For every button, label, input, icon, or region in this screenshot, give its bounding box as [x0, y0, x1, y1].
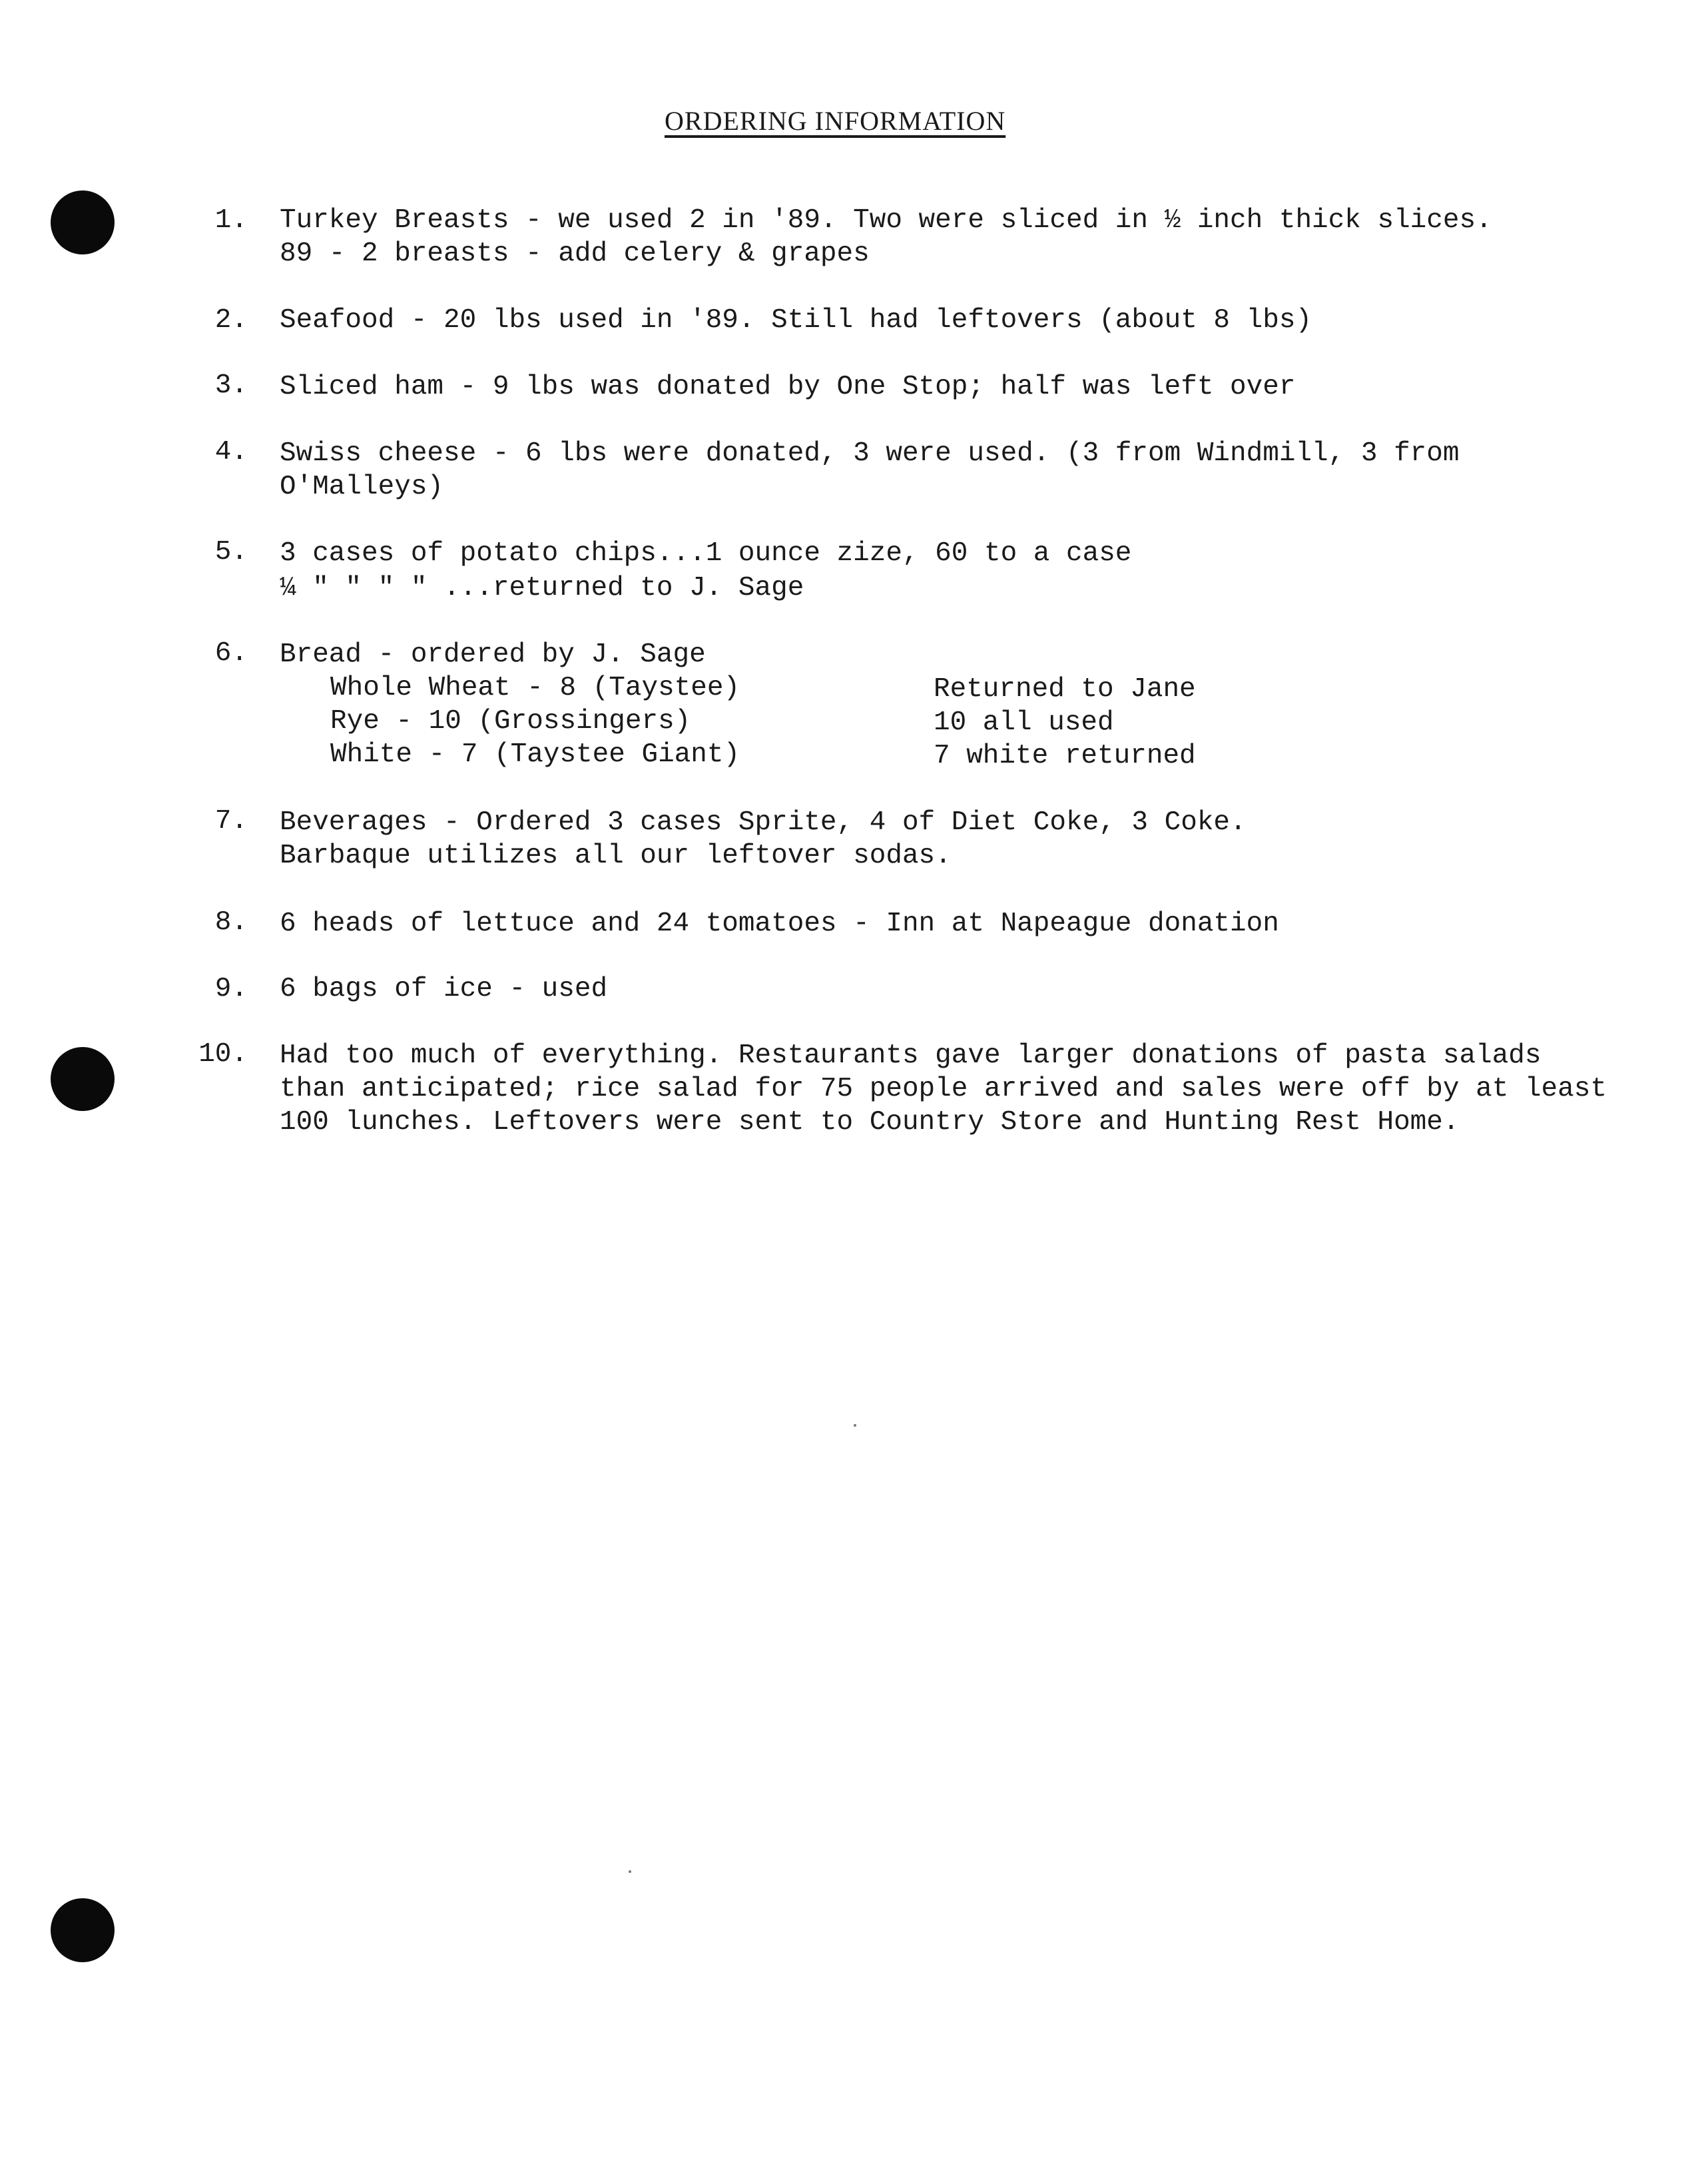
bread-white: White - 7 (Taystee Giant) [330, 739, 740, 770]
item-8-line-1: 6 heads of lettuce and 24 tomatoes - Inn at Napeague donation [280, 909, 1279, 939]
bread-rye-note: 10 all used [934, 707, 1114, 738]
item-10-line-2: than anticipated; rice salad for 75 people arrived and sales were off by at least [280, 1074, 1607, 1104]
item-5-line-2: ¼ " " " " ...returned to J. Sage [280, 573, 804, 603]
bread-rye: Rye - 10 (Grossingers) [330, 706, 691, 737]
scan-speck [854, 1424, 856, 1427]
item-number-2: 2. [214, 305, 248, 336]
item-number-1: 1. [214, 205, 248, 236]
item-7-line-1: Beverages - Ordered 3 cases Sprite, 4 of Diet Coke, 3 Coke. [280, 807, 1247, 838]
bread-white-note: 7 white returned [934, 741, 1196, 771]
item-2-line-1: Seafood - 20 lbs used in '89. Still had leftovers (about 8 lbs) [280, 305, 1312, 336]
item-number-9: 9. [214, 974, 248, 1004]
item-number-7: 7. [214, 806, 248, 837]
item-1-line-1: Turkey Breasts - we used 2 in '89. Two were sliced in ½ inch thick slices. [280, 205, 1492, 236]
item-3-line-1: Sliced ham - 9 lbs was donated by One Stop; half was left over [280, 372, 1296, 402]
item-5-line-1: 3 cases of potato chips...1 ounce zize, 60 to a case [280, 538, 1132, 569]
item-number-3: 3. [214, 370, 248, 401]
item-7-line-2: Barbaque utilizes all our leftover sodas. [280, 841, 952, 871]
item-6-line-1: Bread - ordered by J. Sage [280, 639, 706, 670]
punch-hole-bottom [51, 1898, 115, 1962]
item-1-line-2: 89 - 2 breasts - add celery & grapes [280, 238, 870, 269]
item-4-line-2: O'Malleys) [280, 472, 444, 502]
item-number-5: 5. [214, 537, 248, 567]
item-number-6: 6. [214, 638, 248, 669]
page-title: ORDERING INFORMATION [665, 106, 1006, 136]
punch-hole-middle [51, 1047, 115, 1111]
item-10-line-3: 100 lunches. Leftovers were sent to Country Store and Hunting Rest Home. [280, 1107, 1460, 1138]
bread-whole-wheat: Whole Wheat - 8 (Taystee) [330, 673, 740, 703]
item-10-line-1: Had too much of everything. Restaurants gave larger donations of pasta salads [280, 1040, 1542, 1071]
item-number-8: 8. [214, 907, 248, 938]
item-number-4: 4. [214, 437, 248, 468]
bread-whole-wheat-note: Returned to Jane [934, 674, 1196, 705]
punch-hole-top [51, 190, 115, 254]
item-4-line-1: Swiss cheese - 6 lbs were donated, 3 were used. (3 from Windmill, 3 from [280, 438, 1460, 469]
scan-speck [629, 1870, 631, 1873]
item-9-line-1: 6 bags of ice - used [280, 974, 608, 1004]
item-number-10: 10. [198, 1039, 248, 1070]
